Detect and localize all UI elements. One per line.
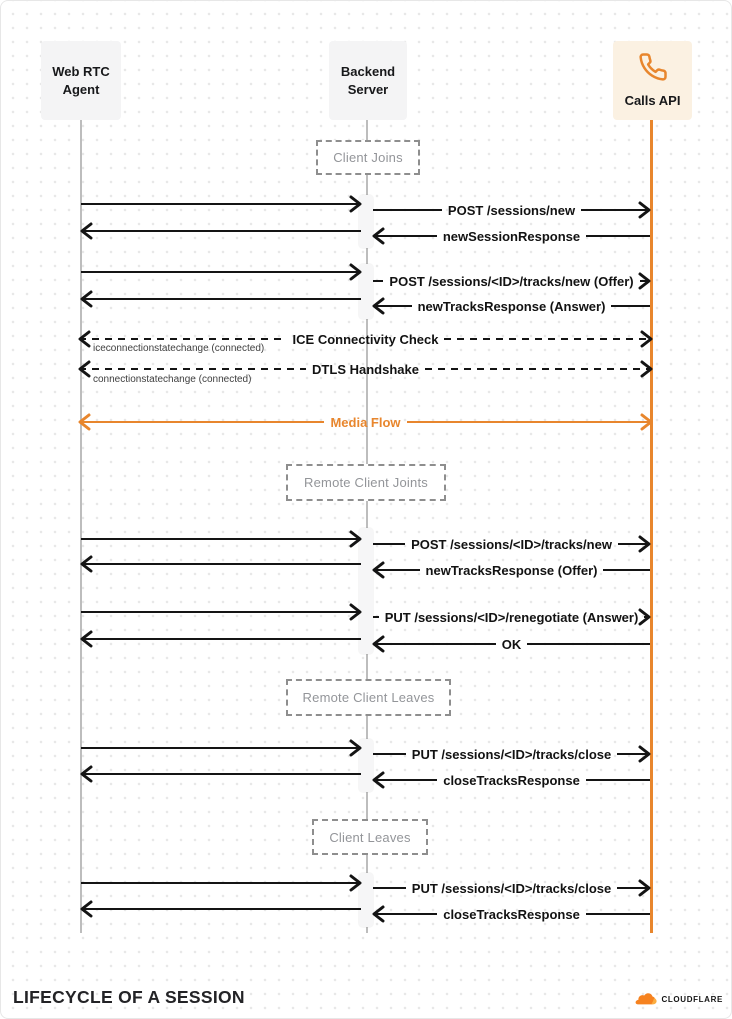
arrowhead-left-icon	[79, 899, 94, 919]
message-label: PUT /sessions/<ID>/tracks/close	[411, 746, 612, 762]
message-post-tracks-new-offer	[373, 269, 650, 293]
arrow-backend-to-client	[81, 219, 361, 243]
message-label: closeTracksResponse	[443, 906, 580, 922]
arrowhead-right-icon	[348, 738, 363, 758]
message-close-tracks-response	[373, 768, 650, 792]
arrowhead-right-icon	[639, 359, 654, 379]
arrowhead-right-icon	[348, 262, 363, 282]
lifeline-calls-api	[650, 120, 653, 933]
message-label: newTracksResponse (Answer)	[417, 298, 606, 314]
arrowhead-right-icon	[348, 194, 363, 214]
cloudflare-logo	[630, 992, 723, 1007]
note-dtls-event: connectionstatechange (connected)	[93, 374, 252, 385]
message-put-renegotiate	[373, 605, 650, 629]
message-post-tracks-new	[373, 532, 650, 556]
arrowhead-right-icon	[348, 529, 363, 549]
actor-label: Agent	[62, 81, 100, 97]
message-label: DTLS Handshake	[312, 361, 419, 377]
message-post-sessions-new	[373, 198, 650, 222]
arrowhead-left-icon	[79, 764, 94, 784]
arrowhead-left-icon	[371, 226, 386, 246]
arrowhead-left-icon	[77, 412, 92, 432]
phase-label: Client Joins	[333, 150, 403, 165]
arrowhead-right-icon	[348, 873, 363, 893]
phase-remote-client-joins	[286, 464, 446, 501]
message-new-tracks-response-offer	[373, 558, 650, 582]
message-label: PUT /sessions/<ID>/renegotiate (Answer)	[384, 609, 639, 625]
arrowhead-right-icon	[639, 412, 654, 432]
arrowhead-left-icon	[371, 770, 386, 790]
message-label: POST /sessions/new	[447, 202, 576, 218]
actor-backend-server	[329, 41, 407, 120]
message-new-tracks-response-answer	[373, 294, 650, 318]
arrow-backend-to-client	[81, 897, 361, 921]
actor-web-rtc-agent	[41, 41, 121, 120]
arrowhead-right-icon	[637, 607, 652, 627]
arrowhead-left-icon	[371, 296, 386, 316]
arrowhead-left-icon	[77, 329, 92, 349]
arrow-backend-to-client	[81, 287, 361, 311]
arrowhead-right-icon	[637, 534, 652, 554]
message-put-tracks-close	[373, 742, 650, 766]
phase-remote-client-leaves	[286, 679, 451, 716]
message-label: PUT /sessions/<ID>/tracks/close	[411, 880, 612, 896]
arrowhead-left-icon	[79, 629, 94, 649]
arrowhead-right-icon	[637, 744, 652, 764]
arrow-backend-to-client	[81, 762, 361, 786]
arrowhead-left-icon	[371, 904, 386, 924]
actor-label: Backend	[340, 63, 396, 79]
arrowhead-right-icon	[637, 878, 652, 898]
phase-label: Remote Client Leaves	[302, 690, 435, 705]
arrowhead-left-icon	[79, 221, 94, 241]
arrowhead-left-icon	[77, 359, 92, 379]
arrow-backend-to-client	[81, 552, 361, 576]
arrow-client-to-backend	[81, 736, 361, 760]
phase-client-joins	[316, 140, 420, 175]
arrowhead-left-icon	[79, 289, 94, 309]
arrowhead-right-icon	[348, 602, 363, 622]
message-label: newSessionResponse	[442, 228, 581, 244]
arrow-backend-to-client	[81, 627, 361, 651]
arrowhead-right-icon	[637, 200, 652, 220]
phone-icon	[638, 52, 668, 87]
message-new-session-response	[373, 224, 650, 248]
message-close-tracks-response-2	[373, 902, 650, 926]
message-label: Media Flow	[330, 414, 401, 430]
message-label: newTracksResponse (Offer)	[425, 562, 598, 578]
arrowhead-left-icon	[79, 554, 94, 574]
arrow-client-to-backend	[81, 192, 361, 216]
message-put-tracks-close-2	[373, 876, 650, 900]
arrow-client-to-backend	[81, 871, 361, 895]
actor-label: Server	[347, 81, 389, 97]
phase-label: Remote Client Joints	[304, 475, 428, 490]
actor-calls-api	[613, 41, 692, 120]
message-media-flow	[79, 410, 652, 434]
phase-label: Client Leaves	[329, 829, 411, 845]
arrow-client-to-backend	[81, 527, 361, 551]
actor-label: Calls API	[624, 92, 681, 108]
arrow-client-to-backend	[81, 260, 361, 284]
phase-client-leaves	[312, 819, 428, 855]
arrowhead-left-icon	[371, 634, 386, 654]
message-label: closeTracksResponse	[443, 772, 580, 788]
message-label: POST /sessions/<ID>/tracks/new (Offer)	[389, 273, 634, 289]
message-label: POST /sessions/<ID>/tracks/new	[411, 536, 612, 552]
brand-name: CLOUDFLARE	[661, 995, 723, 1004]
arrowhead-left-icon	[371, 560, 386, 580]
cloudflare-cloud-icon	[630, 992, 658, 1007]
message-label: OK	[501, 636, 522, 652]
arrowhead-right-icon	[639, 329, 654, 349]
page-title: LIFECYCLE OF A SESSION	[13, 987, 245, 1007]
message-label: ICE Connectivity Check	[292, 331, 439, 347]
arrow-client-to-backend	[81, 600, 361, 624]
arrowhead-right-icon	[637, 271, 652, 291]
note-ice-event: iceconnectionstatechange (connected)	[93, 343, 265, 354]
actor-label: Web RTC	[52, 63, 110, 79]
message-ok	[373, 632, 650, 656]
